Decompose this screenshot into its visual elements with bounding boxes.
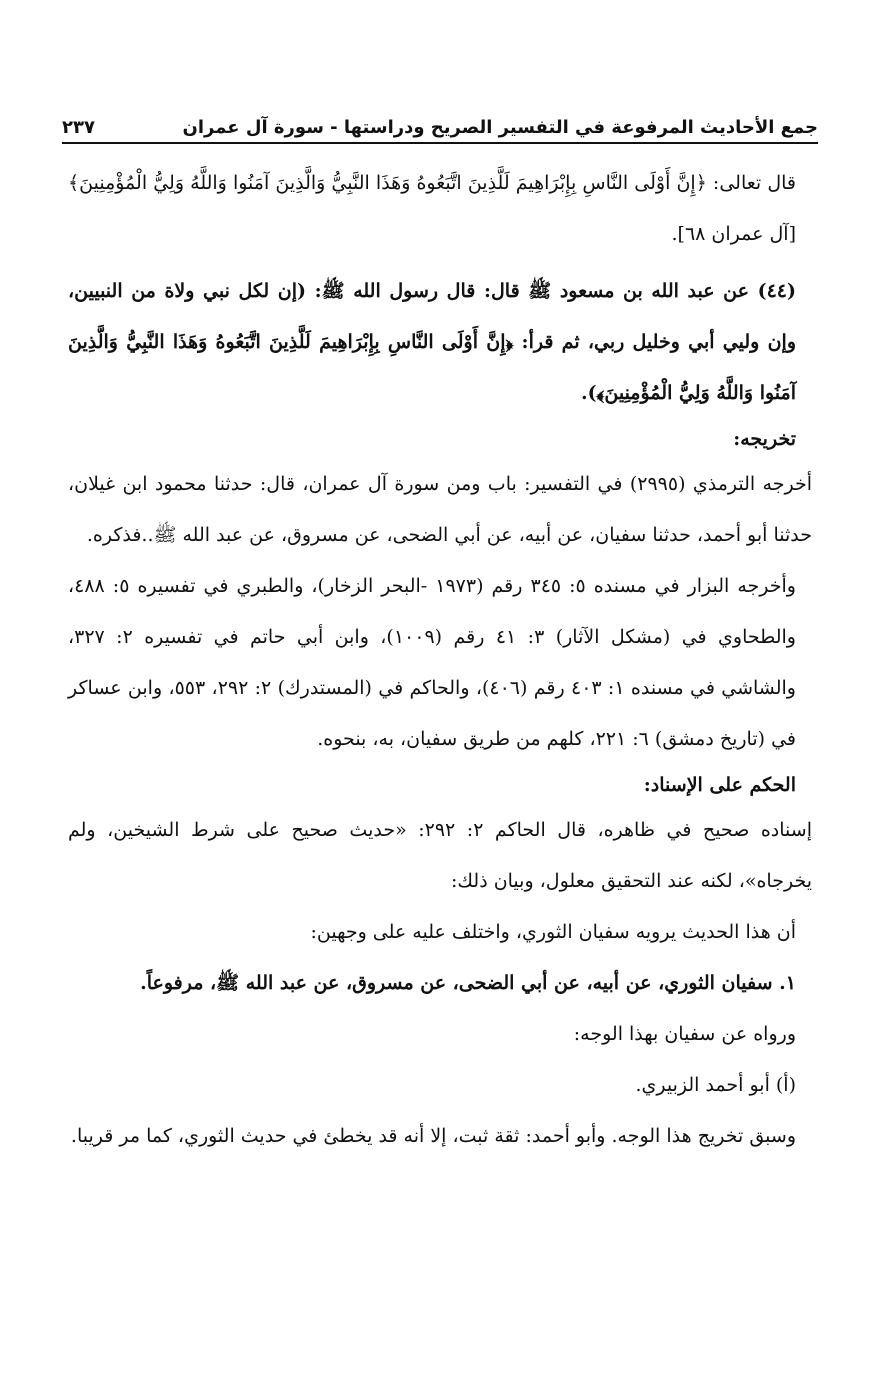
page-number: ٢٣٧ <box>62 116 95 138</box>
hukm-paragraph-2: أن هذا الحديث يرويه سفيان الثوري، واختلف عليه على وجهين: <box>310 921 796 943</box>
takhrij-paragraph-1: أخرجه الترمذي (٢٩٩٥) في التفسير: باب ومن سورة آل عمران، قال: حدثنا محمود ابن غيلان، حدثنا أبو أحمد، حدثنا سفيان، عن أبيه، عن أبي الضحى، عن مسروق، عن عبد الله ﷺ..فذكره. <box>68 473 812 546</box>
page-header <box>62 112 818 144</box>
takhrij-paragraph-2: وأخرجه البزار في مسنده ٥: ٣٤٥ رقم (١٩٧٣ -البحر الزخار)، والطبري في تفسيره ٥: ٤٨٨، والطحاوي في (مشكل الآثار) ٣: ٤١ رقم (١٠٠٩)، وابن أبي حاتم في تفسيره ٢: ٣٢٧، والشاشي في مسنده ١: ٤٠٣ رقم (٤٠٦)، والحاكم في (المستدرك) ٢: ٢٩٢، ٥٥٣، وابن عساكر في (تاريخ دمشق) ٦: ٢٢١، كلهم من طريق سفيان، به، بنحوه. <box>68 575 796 750</box>
verse-paragraph: قال تعالى: ﴿إِنَّ أَوْلَى النَّاسِ بِإِبْرَاهِيمَ لَلَّذِينَ اتَّبَعُوهُ وَهَذَا النَّبِيُّ وَالَّذِينَ آمَنُوا وَاللَّهُ وَلِيُّ الْمُؤْمِنِينَ﴾ [آل عمران ٦٨]. <box>68 172 796 245</box>
page-body <box>68 158 812 1162</box>
hukm-paragraph-1: إسناده صحيح في ظاهره، قال الحاكم ٢: ٢٩٢: «حديث صحيح على شرط الشيخين، ولم يخرجاه»، لكنه عند التحقيق معلول، وبيان ذلك: <box>68 819 812 892</box>
running-title: جمع الأحاديث المرفوعة في التفسير الصريح ودراستها - سورة آل عمران <box>182 116 818 138</box>
hukm-heading: الحكم على الإسناد: <box>643 774 796 796</box>
takhrij-heading: تخريجه: <box>733 428 796 450</box>
hukm-paragraph-6: وسبق تخريج هذا الوجه. وأبو أحمد: ثقة ثبت، إلا أنه قد يخطئ في حديث الثوري، كما مر قريبا. <box>70 1125 796 1147</box>
hukm-paragraph-5: (أ) أبو أحمد الزبيري. <box>635 1074 796 1096</box>
hukm-paragraph-3: ١. سفيان الثوري، عن أبيه، عن أبي الضحى، عن مسروق، عن عبد الله ﷺ، مرفوعاً. <box>140 972 796 994</box>
hadith-paragraph: (٤٤) عن عبد الله بن مسعود ﷺ قال: قال رسول الله ﷺ: (إن لكل نبي ولاة من النبيين، وإن وليي أبي وخليل ربي، ثم قرأ: ﴿إِنَّ أَوْلَى النَّاسِ بِإِبْرَاهِيمَ لَلَّذِينَ اتَّبَعُوهُ وَهَذَا النَّبِيُّ وَالَّذِينَ آمَنُوا وَاللَّهُ وَلِيُّ الْمُؤْمِنِينَ﴾). <box>68 280 796 404</box>
hukm-paragraph-4: ورواه عن سفيان بهذا الوجه: <box>573 1023 796 1045</box>
